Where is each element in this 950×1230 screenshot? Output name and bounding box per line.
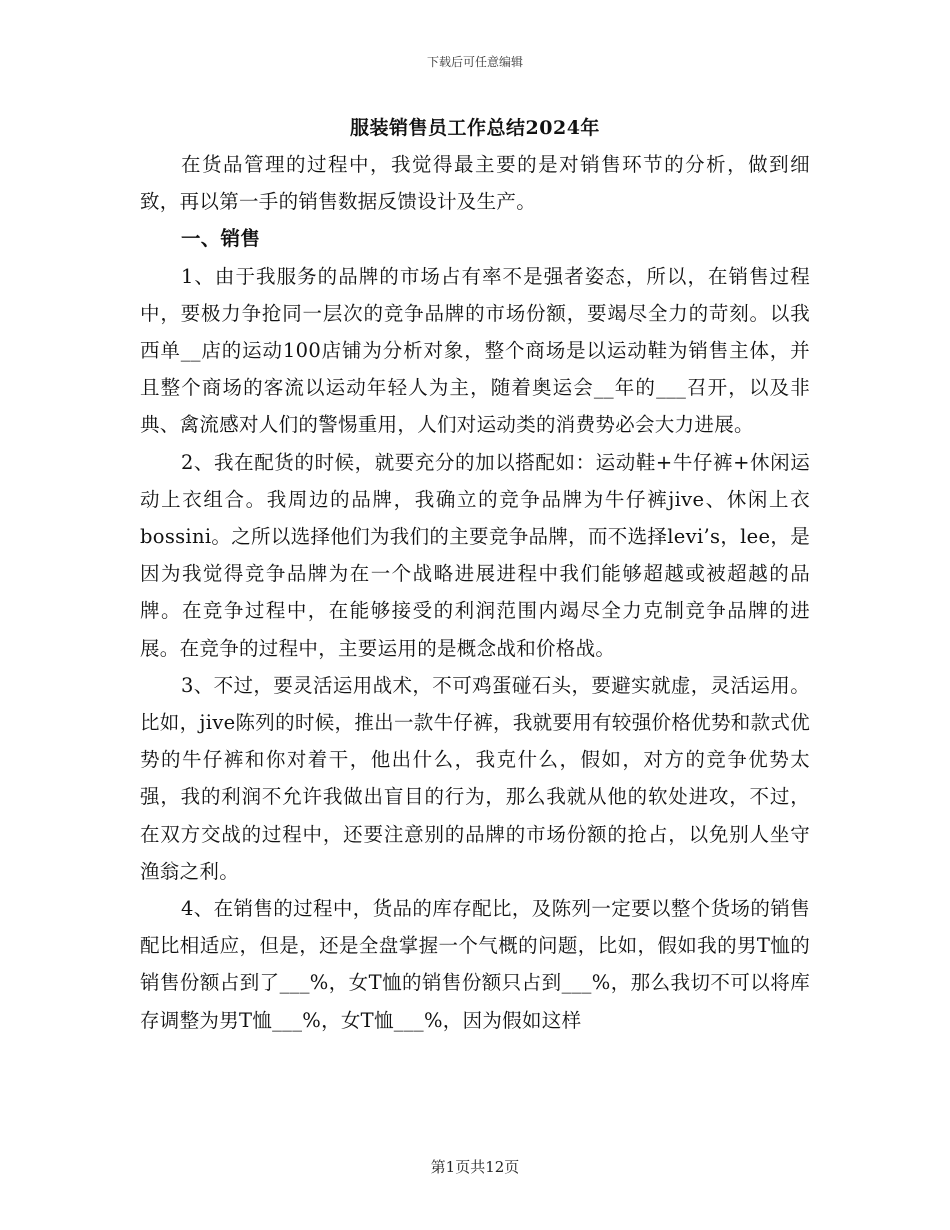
section-heading-sales: 一、销售 <box>180 227 261 251</box>
document-title: 服装销售员工作总结2024年 <box>350 117 600 139</box>
page-footer-number: 第1页共12页 <box>430 1158 520 1176</box>
paragraph-item-3: 3、不过，要灵活运用战术，不可鸡蛋碰石头，要避实就虚，灵活运用。比如，jive陈列的时候，推出一款牛仔裤，我就要用有较强价格优势和款式优势的牛仔裤和你对着干，他出什么，我克什么，假如，对方的竞争优势太强，我的利润不允许我做出盲目的行为，那么我就从他的软处进攻，不过，在双方交战的过程中，还要注意别的品牌的市场份额的抢占，以免别人坐守渔翁之利。 <box>140 673 810 883</box>
page-header-note: 下载后可任意编辑 <box>426 55 523 69</box>
paragraph-item-4: 4、在销售的过程中，货品的库存配比，及陈列一定要以整个货场的销售配比相适应，但是，还是全盘掌握一个气概的问题，比如，假如我的男T恤的销售份额占到了___%，女T恤的销售份额只占到___%，那么我切不可以将库存调整为男T恤___%，女T恤___%，因为假如这样 <box>140 897 810 1032</box>
paragraph-intro: 在货品管理的过程中，我觉得最主要的是对销售环节的分析，做到细致，再以第一手的销售数据反馈设计及生产。 <box>140 153 810 214</box>
document-body <box>140 146 810 1039</box>
paragraph-item-2: 2、我在配货的时候，就要充分的加以搭配如：运动鞋+牛仔裤+休闲运动上衣组合。我周边的品牌，我确立的竞争品牌为牛仔裤jive、休闲上衣bossini。之所以选择他们为我们的主要竞争品牌，而不选择levi’s，lee，是因为我觉得竞争品牌为在一个战略进展进程中我们能够超越或被超越的品牌。在竞争过程中，在能够接受的利润范围内竭尽全力克制竞争品牌的进展。在竞争的过程中，主要运用的是概念战和价格战。 <box>140 450 810 660</box>
paragraph-item-1: 1、由于我服务的品牌的市场占有率不是强者姿态，所以，在销售过程中，要极力争抢同一层次的竞争品牌的市场份额，要竭尽全力的苛刻。以我西单__店的运动100店铺为分析对象，整个商场是以运动鞋为销售主体，并且整个商场的客流以运动年轻人为主，随着奥运会__年的___召开，以及非典、禽流感对人们的警惕重用，人们对运动类的消费势必会大力进展。 <box>140 264 810 437</box>
